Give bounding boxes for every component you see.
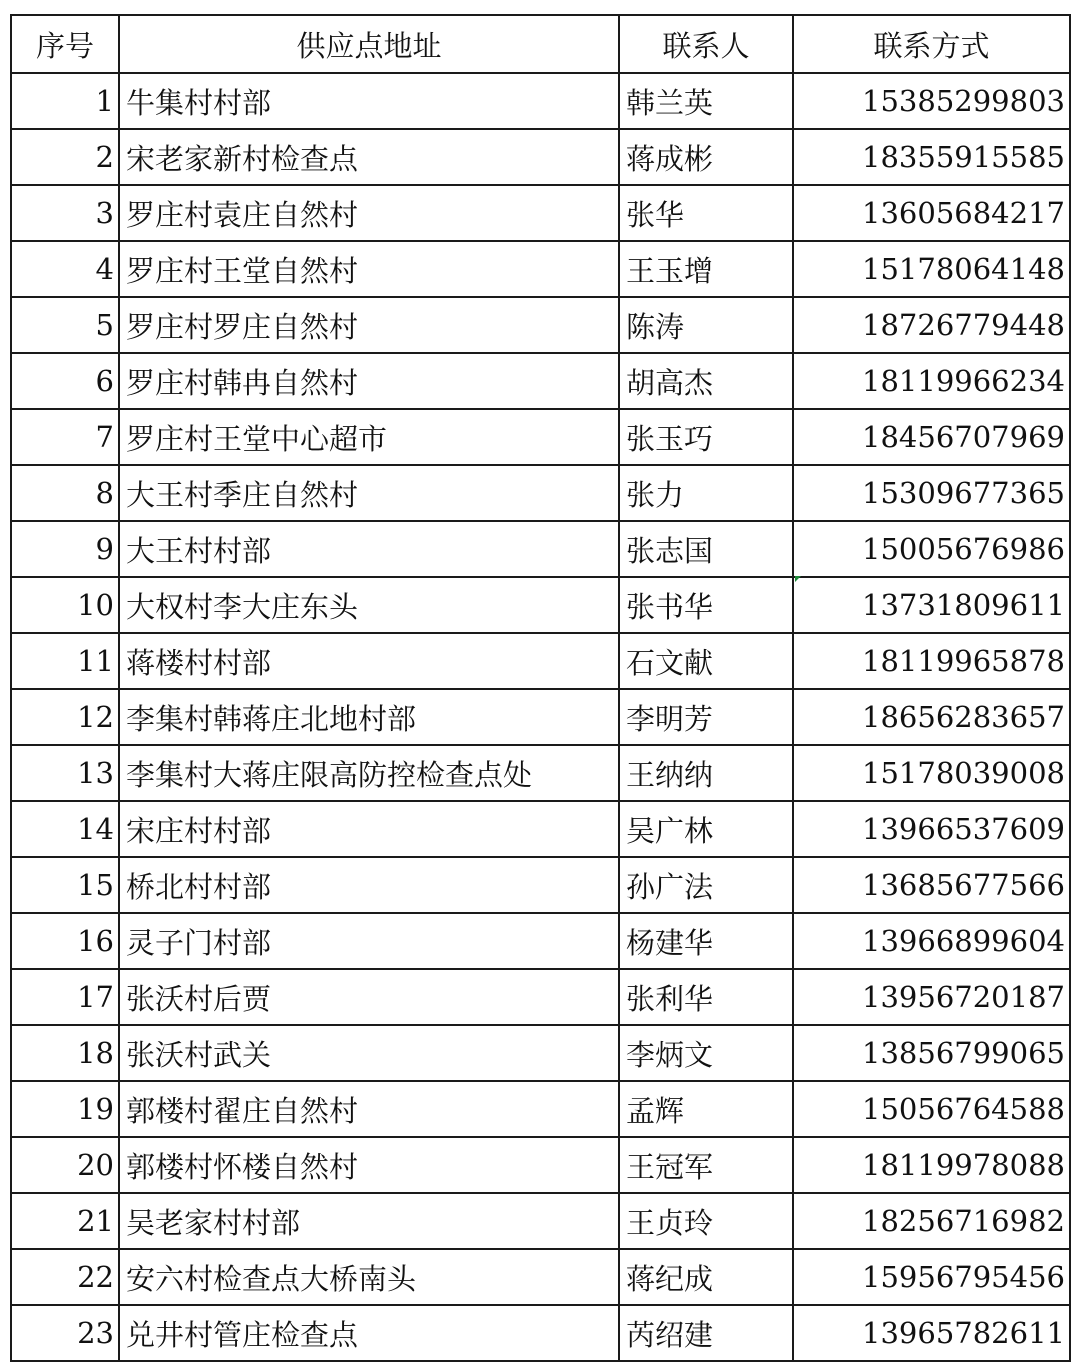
- table-header: [11, 15, 1070, 73]
- row-phone-cell: 13856799065: [793, 1025, 1070, 1081]
- table-row: [11, 1249, 1070, 1305]
- row-phone-cell: 18256716982: [793, 1193, 1070, 1249]
- row-address-cell: 李集村韩蒋庄北地村部: [119, 689, 619, 745]
- row-phone-cell: 13605684217: [793, 185, 1070, 241]
- row-no-cell: 15: [11, 857, 119, 913]
- row-address-cell: 桥北村村部: [119, 857, 619, 913]
- row-no-cell: 20: [11, 1137, 119, 1193]
- row-contact-cell: 张力: [619, 465, 793, 521]
- table-row: [11, 1081, 1070, 1137]
- table-row: [11, 857, 1070, 913]
- table-row: [11, 1305, 1070, 1361]
- row-no-cell: 22: [11, 1249, 119, 1305]
- row-contact-cell: 李明芳: [619, 689, 793, 745]
- row-phone-cell: 13731809611: [793, 577, 1070, 633]
- row-address-cell: 罗庄村韩冉自然村: [119, 353, 619, 409]
- row-no-cell: 7: [11, 409, 119, 465]
- row-no-cell: 3: [11, 185, 119, 241]
- table-row: [11, 1025, 1070, 1081]
- row-phone-cell: 13685677566: [793, 857, 1070, 913]
- row-address-cell: 罗庄村王堂中心超市: [119, 409, 619, 465]
- row-no-cell: 4: [11, 241, 119, 297]
- row-address-cell: 张沃村后贾: [119, 969, 619, 1025]
- row-no-cell: 16: [11, 913, 119, 969]
- row-phone-cell: 13966537609: [793, 801, 1070, 857]
- row-contact-cell: 张玉巧: [619, 409, 793, 465]
- table-row: [11, 129, 1070, 185]
- row-no-cell: 5: [11, 297, 119, 353]
- row-contact-cell: 王纳纳: [619, 745, 793, 801]
- row-no-cell: 14: [11, 801, 119, 857]
- row-address-cell: 吴老家村村部: [119, 1193, 619, 1249]
- row-no-cell: 9: [11, 521, 119, 577]
- row-phone-cell: 15178064148: [793, 241, 1070, 297]
- table-row: [11, 633, 1070, 689]
- header-phone: 联系方式: [793, 15, 1070, 73]
- row-phone-cell: 18119966234: [793, 353, 1070, 409]
- table-row: [11, 409, 1070, 465]
- row-phone-cell: 13956720187: [793, 969, 1070, 1025]
- row-address-cell: 灵子门村部: [119, 913, 619, 969]
- row-phone-cell: 15956795456: [793, 1249, 1070, 1305]
- row-contact-cell: 蒋成彬: [619, 129, 793, 185]
- header-no: 序号: [11, 15, 119, 73]
- table-row: [11, 745, 1070, 801]
- row-no-cell: 8: [11, 465, 119, 521]
- table-row: [11, 689, 1070, 745]
- row-no-cell: 18: [11, 1025, 119, 1081]
- row-address-cell: 蒋楼村村部: [119, 633, 619, 689]
- header-address: 供应点地址: [119, 15, 619, 73]
- table-row: [11, 297, 1070, 353]
- row-no-cell: 23: [11, 1305, 119, 1361]
- row-address-cell: 张沃村武关: [119, 1025, 619, 1081]
- row-address-cell: 宋老家新村检查点: [119, 129, 619, 185]
- row-address-cell: 大王村村部: [119, 521, 619, 577]
- row-address-cell: 郭楼村怀楼自然村: [119, 1137, 619, 1193]
- row-phone-cell: 18726779448: [793, 297, 1070, 353]
- row-phone-cell: 18119965878: [793, 633, 1070, 689]
- table-row: [11, 969, 1070, 1025]
- row-phone-cell: 15309677365: [793, 465, 1070, 521]
- header-contact: 联系人: [619, 15, 793, 73]
- row-no-cell: 19: [11, 1081, 119, 1137]
- row-contact-cell: 石文献: [619, 633, 793, 689]
- row-contact-cell: 孙广法: [619, 857, 793, 913]
- table-row: [11, 1137, 1070, 1193]
- row-phone-cell: 18119978088: [793, 1137, 1070, 1193]
- table-row: [11, 185, 1070, 241]
- row-contact-cell: 王贞玲: [619, 1193, 793, 1249]
- row-address-cell: 大王村季庄自然村: [119, 465, 619, 521]
- table-row: [11, 353, 1070, 409]
- row-phone-cell: 18656283657: [793, 689, 1070, 745]
- row-address-cell: 李集村大蒋庄限高防控检查点处: [119, 745, 619, 801]
- row-contact-cell: 孟辉: [619, 1081, 793, 1137]
- table-row: [11, 521, 1070, 577]
- row-no-cell: 1: [11, 73, 119, 129]
- table-row: [11, 1193, 1070, 1249]
- row-contact-cell: 张书华: [619, 577, 793, 633]
- row-contact-cell: 陈涛: [619, 297, 793, 353]
- row-phone-cell: 15385299803: [793, 73, 1070, 129]
- cell-comment-marker: [795, 576, 801, 582]
- row-phone-cell: 15056764588: [793, 1081, 1070, 1137]
- row-phone-cell: 18456707969: [793, 409, 1070, 465]
- row-no-cell: 11: [11, 633, 119, 689]
- row-address-cell: 罗庄村王堂自然村: [119, 241, 619, 297]
- row-contact-cell: 胡高杰: [619, 353, 793, 409]
- row-contact-cell: 李炳文: [619, 1025, 793, 1081]
- row-no-cell: 21: [11, 1193, 119, 1249]
- table-row: [11, 465, 1070, 521]
- row-contact-cell: 张华: [619, 185, 793, 241]
- row-no-cell: 13: [11, 745, 119, 801]
- row-no-cell: 2: [11, 129, 119, 185]
- row-contact-cell: 杨建华: [619, 913, 793, 969]
- row-phone-cell: 13966899604: [793, 913, 1070, 969]
- table-row: [11, 241, 1070, 297]
- row-address-cell: 牛集村村部: [119, 73, 619, 129]
- table-row: [11, 577, 1070, 633]
- row-no-cell: 17: [11, 969, 119, 1025]
- table-row: [11, 801, 1070, 857]
- row-contact-cell: 芮绍建: [619, 1305, 793, 1361]
- row-no-cell: 6: [11, 353, 119, 409]
- row-address-cell: 安六村检查点大桥南头: [119, 1249, 619, 1305]
- row-address-cell: 兑井村管庄检查点: [119, 1305, 619, 1361]
- row-contact-cell: 张志国: [619, 521, 793, 577]
- header-row: [11, 15, 1070, 73]
- row-phone-cell: 13965782611: [793, 1305, 1070, 1361]
- row-no-cell: 10: [11, 577, 119, 633]
- row-contact-cell: 张利华: [619, 969, 793, 1025]
- table-row: [11, 913, 1070, 969]
- row-address-cell: 罗庄村罗庄自然村: [119, 297, 619, 353]
- row-contact-cell: 韩兰英: [619, 73, 793, 129]
- row-phone-cell: 15178039008: [793, 745, 1070, 801]
- row-address-cell: 罗庄村袁庄自然村: [119, 185, 619, 241]
- row-address-cell: 郭楼村翟庄自然村: [119, 1081, 619, 1137]
- row-contact-cell: 吴广林: [619, 801, 793, 857]
- row-address-cell: 大权村李大庄东头: [119, 577, 619, 633]
- row-contact-cell: 王冠军: [619, 1137, 793, 1193]
- row-phone-cell: 18355915585: [793, 129, 1070, 185]
- row-address-cell: 宋庄村村部: [119, 801, 619, 857]
- row-no-cell: 12: [11, 689, 119, 745]
- row-phone-cell: 15005676986: [793, 521, 1070, 577]
- row-contact-cell: 王玉增: [619, 241, 793, 297]
- supply-points-table: [10, 14, 1071, 1362]
- row-contact-cell: 蒋纪成: [619, 1249, 793, 1305]
- table-body: [11, 73, 1070, 1361]
- table-row: [11, 73, 1070, 129]
